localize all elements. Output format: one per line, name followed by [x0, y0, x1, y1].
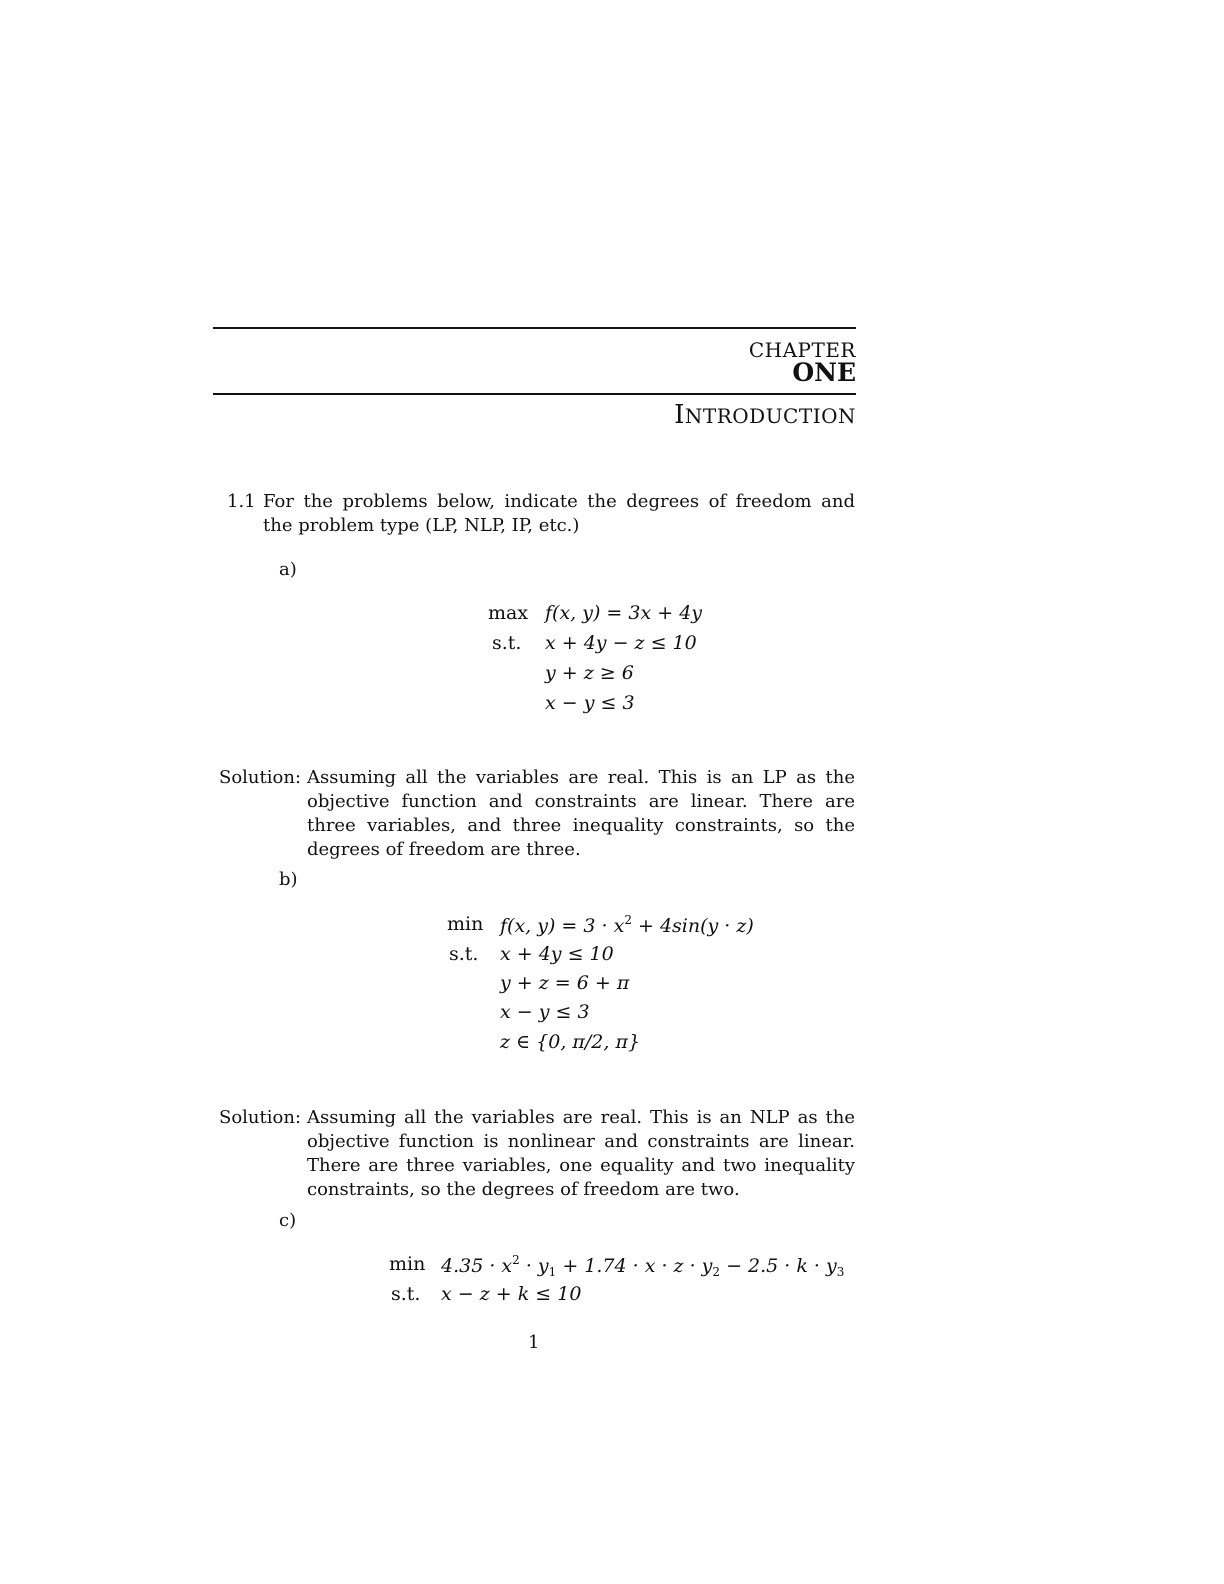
chapter-bottom-rule [213, 393, 856, 395]
part-a-label: a) [279, 559, 297, 580]
problem-number: 1.1 [227, 491, 256, 512]
part-c-objective-part-1: 4.35 · x [441, 1255, 513, 1277]
page-number: 1 [528, 1332, 540, 1353]
chapter-number: ONE [792, 358, 856, 387]
part-c-objective-part-3: + 1.74 · x · z · y [556, 1255, 713, 1277]
solution-a-text: Assuming all the variables are real. This is an LP as the objective function and constraints are linear. There are three variables, and three inequality constraints, so the degrees of freedom are three. [307, 767, 855, 860]
chapter-label: CHAPTER [748, 338, 856, 362]
part-a-constraint-1: x + 4y − z ≤ 10 [545, 632, 697, 654]
part-c-objective-part-2: · y [519, 1255, 549, 1277]
part-c-objective-part-4: − 2.5 · k · y [720, 1255, 837, 1277]
part-c-constraint-1: x − z + k ≤ 10 [441, 1283, 582, 1305]
part-b-constraint-3: x − y ≤ 3 [500, 1001, 590, 1023]
part-c-op: min [389, 1253, 426, 1275]
part-c-objective-subscript-2: 2 [712, 1265, 721, 1279]
part-b-label: b) [279, 869, 298, 890]
part-b-objective [500, 913, 754, 937]
problem-statement: For the problems below, indicate the degrees of freedom and the problem type (LP, NLP, IP, etc.) [263, 491, 855, 536]
part-a-constraint-3: x − y ≤ 3 [545, 692, 635, 714]
part-b-objective-exponent: 2 [624, 913, 632, 927]
part-c-objective [441, 1253, 844, 1279]
part-a-st: s.t. [492, 632, 522, 654]
part-b-op: min [447, 913, 484, 935]
part-a-objective: f(x, y) = 3x + 4y [545, 602, 703, 624]
part-c-st: s.t. [391, 1283, 421, 1305]
solution-b-label: Solution: [219, 1107, 302, 1128]
part-b-objective-tail: + 4sin(y · z) [631, 915, 754, 937]
solution-a-label: Solution: [219, 767, 302, 788]
part-b-constraint-1: x + 4y ≤ 10 [500, 943, 614, 965]
part-c-objective-subscript-3: 3 [836, 1265, 845, 1279]
part-a-op: max [488, 602, 529, 624]
chapter-title-rest: NTRODUCTION [684, 404, 856, 428]
part-b-st: s.t. [449, 943, 479, 965]
part-c-objective-subscript-1: 1 [548, 1265, 557, 1279]
part-c-label: c) [279, 1210, 297, 1231]
part-a-constraint-2: y + z ≥ 6 [545, 662, 634, 684]
part-b-constraint-2: y + z = 6 + π [500, 972, 630, 994]
part-b-objective-main: f(x, y) = 3 · x [500, 915, 625, 937]
chapter-title-initial: I [674, 400, 685, 430]
chapter-title [674, 400, 856, 430]
chapter-top-rule [213, 327, 856, 329]
part-b-constraint-4: z ∈ {0, π/2, π} [500, 1031, 641, 1053]
solution-b-text: Assuming all the variables are real. This is an NLP as the objective function is nonlinear and constraints are linear. There are three variables, one equality and two inequality constraints, so the degrees of freedom are two. [307, 1107, 855, 1200]
part-c-objective-exponent: 2 [512, 1253, 520, 1267]
